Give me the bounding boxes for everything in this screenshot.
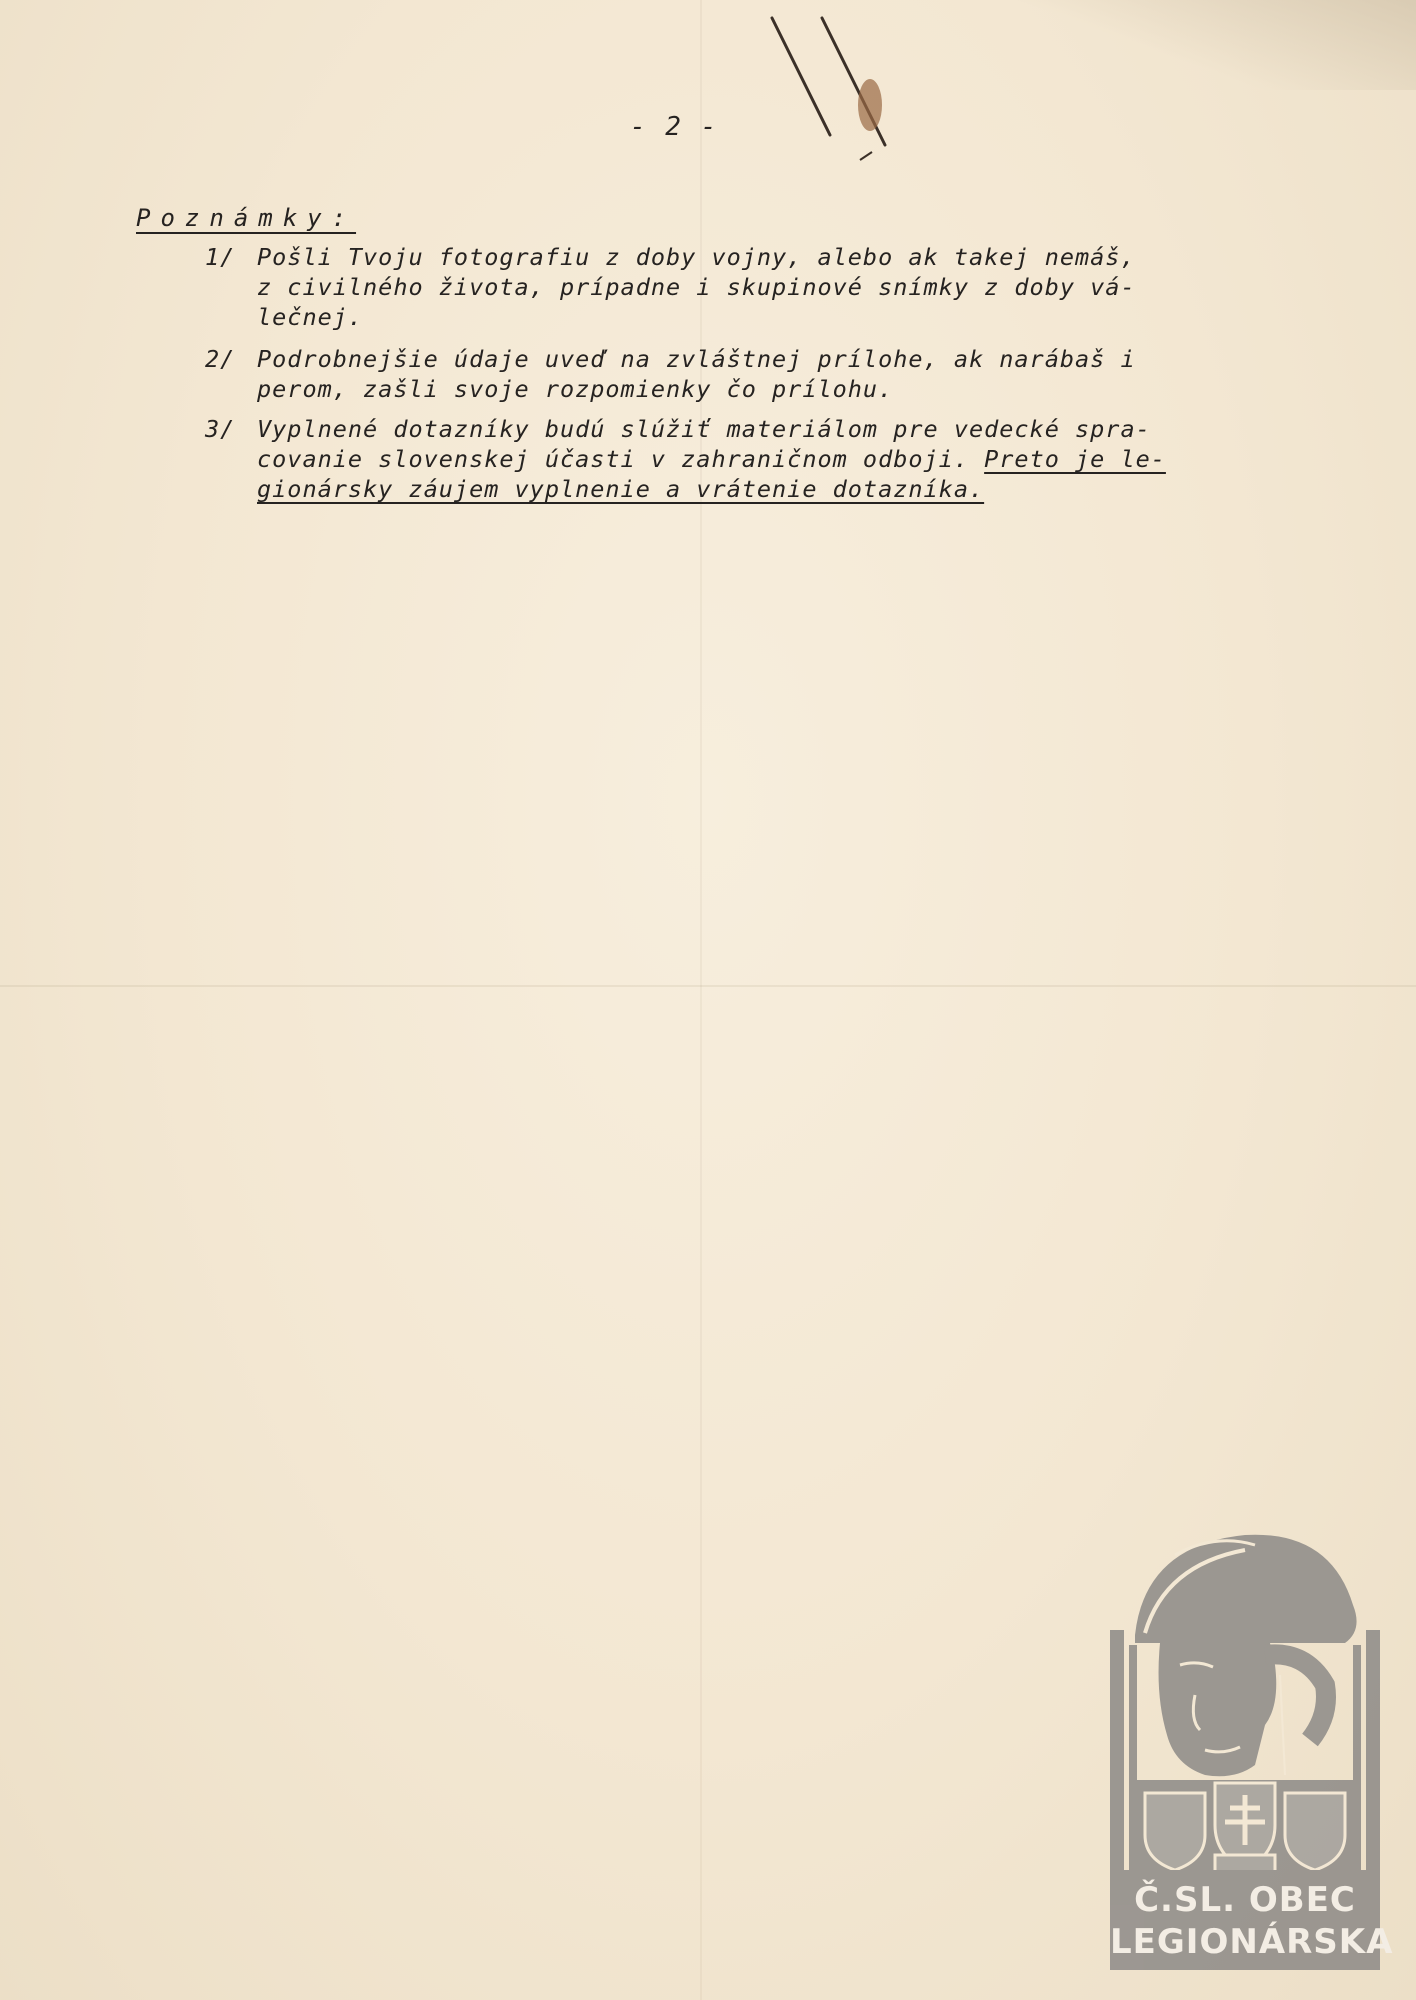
note-line: perom, zašli svoje rozpomienky čo prílohu. xyxy=(257,375,894,403)
note-number: 1/ xyxy=(205,243,236,271)
note-line: lečnej. xyxy=(257,303,364,331)
underlined-text: Preto je le- xyxy=(984,445,1166,473)
pen-marks xyxy=(760,10,910,170)
watermark-line-2: LEGIONÁRSKA xyxy=(1110,1922,1394,1962)
note-line: Pošli Tvoju fotografiu z doby vojny, alebo ak takej nemáš, xyxy=(257,243,1136,271)
note-line xyxy=(257,444,1166,474)
note-number: 2/ xyxy=(205,345,236,373)
notes-heading: Poznámky: xyxy=(136,204,357,232)
note-line: Podrobnejšie údaje uveď na zvláštnej prílohe, ak narábaš i xyxy=(257,345,1136,373)
corner-crease xyxy=(996,0,1416,90)
note-line-text: covanie slovenskej účasti v zahraničnom odboji. xyxy=(257,445,969,473)
note-line: z civilného života, prípadne i skupinové snímky z doby vá- xyxy=(257,273,1136,301)
note-line: Vyplnené dotazníky budú slúžiť materiálom pre vedecké spra- xyxy=(257,415,1151,443)
page-number: - 2 - xyxy=(630,112,719,142)
note-number: 3/ xyxy=(205,415,236,443)
horizontal-fold-line xyxy=(0,985,1416,987)
watermark-line-1: Č.SL. OBEC xyxy=(1134,1880,1356,1920)
underlined-text: gionársky záujem vyplnenie a vrátenie dotazníka. xyxy=(257,475,985,503)
